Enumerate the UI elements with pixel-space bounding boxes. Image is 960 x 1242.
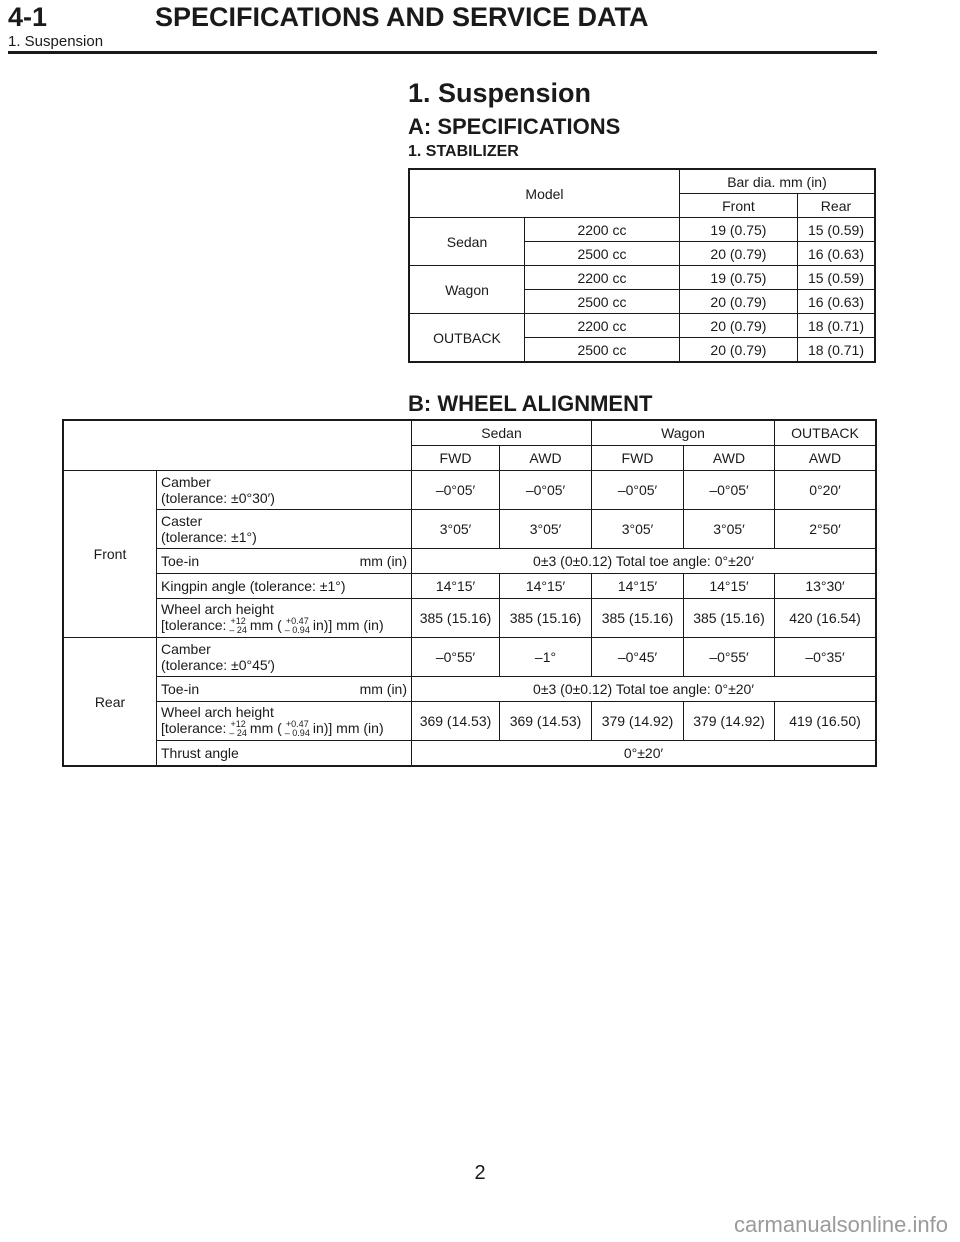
section-number: 4-1 [8,2,48,32]
front-kingpin-value: 14°15′ [412,574,500,599]
stabilizer-heading: 1. STABILIZER [408,143,519,160]
front-kingpin-value: 13°30′ [775,574,877,599]
front-camber-tolerance: (tolerance: ±0°30′) [161,490,275,506]
front-kingpin-value: 14°15′ [592,574,684,599]
engine-cell: 2200 cc [525,218,680,242]
engine-cell: 2500 cc [525,242,680,266]
front-kingpin-value: 14°15′ [684,574,775,599]
rear-arch-value: 369 (14.53) [500,702,592,741]
tolerance-plus: +12 [230,719,246,730]
rear-value: 18 (0.71) [797,314,875,338]
rear-value: 15 (0.59) [797,218,875,242]
front-camber-label [157,471,412,510]
rear-camber-value: –0°55′ [684,638,775,677]
header-title: SPECIFICATIONS AND SERVICE DATA [155,2,649,32]
engine-cell: 2200 cc [525,266,680,290]
front-group-label: Front [63,471,157,638]
corner-cell [63,420,412,471]
table-row [63,741,876,767]
rear-arch-value: 379 (14.92) [684,702,775,741]
front-kingpin-value: 14°15′ [500,574,592,599]
rear-arch-value: 379 (14.92) [592,702,684,741]
front-camber-value: 0°20′ [775,471,877,510]
front-camber-value: –0°05′ [500,471,592,510]
tolerance-minus: – 24 [229,728,247,739]
mm-tolerance [229,720,247,738]
watermark: carmanualsonline.info [733,1212,948,1237]
table-row [63,599,876,638]
specifications-heading: A: SPECIFICATIONS [408,114,621,139]
table-row [63,702,876,741]
table-row [63,574,876,599]
tolerance-mid: mm ( [249,719,282,736]
rear-toe-label [157,677,412,702]
rear-camber-value: –1° [500,638,592,677]
front-arch-value: 385 (15.16) [592,599,684,638]
engine-cell: 2500 cc [525,338,680,363]
front-arch-value: 385 (15.16) [684,599,775,638]
rear-toe-value: 0±3 (0±0.12) Total toe angle: 0°±20′ [412,677,877,702]
table-row [409,314,875,338]
front-arch-value: 385 (15.16) [412,599,500,638]
drive-header: AWD [775,446,877,471]
rear-camber-title: Camber [161,641,211,657]
front-toe-label [157,549,412,574]
tolerance-minus: – 24 [229,625,247,636]
drive-header: FWD [592,446,684,471]
front-toe-value: 0±3 (0±0.12) Total toe angle: 0°±20′ [412,549,877,574]
front-arch-tolerance [161,617,411,635]
header-subtitle: 1. Suspension [8,33,104,50]
tolerance-suffix: in)] mm (in) [312,719,384,736]
page-number: 2 [474,1162,486,1184]
main-heading: 1. Suspension [408,78,592,108]
front-value: 20 (0.79) [679,242,797,266]
front-caster-label [157,510,412,549]
rear-header: Rear [797,194,875,218]
rear-value: 15 (0.59) [797,266,875,290]
front-arch-label [157,599,412,638]
tolerance-plus: +0.47 [285,616,309,627]
engine-cell: 2500 cc [525,290,680,314]
stabilizer-table [408,168,876,363]
engine-cell: 2200 cc [525,314,680,338]
front-value: 19 (0.75) [679,266,797,290]
outback-header: OUTBACK [775,420,877,446]
rear-toe-unit: mm (in) [359,681,407,697]
front-camber-title: Camber [161,474,211,490]
front-camber-value: –0°05′ [684,471,775,510]
rear-camber-tolerance: (tolerance: ±0°45′) [161,657,275,673]
model-cell: Sedan [409,218,525,266]
rear-arch-tolerance [161,720,411,738]
bar-dia-header: Bar dia. mm (in) [679,169,875,194]
table-row [409,218,875,242]
rear-group-label: Rear [63,638,157,767]
table-row [63,638,876,677]
front-arch-value: 385 (15.16) [500,599,592,638]
front-caster-value: 3°05′ [500,510,592,549]
front-caster-value: 2°50′ [775,510,877,549]
front-value: 20 (0.79) [679,314,797,338]
rear-arch-title: Wheel arch height [161,703,274,720]
thrust-angle-value: 0°±20′ [412,741,877,767]
table-row [63,549,876,574]
rear-value: 16 (0.63) [797,290,875,314]
front-camber-value: –0°05′ [592,471,684,510]
table-row [409,266,875,290]
table-row [63,677,876,702]
in-tolerance [285,617,310,635]
wheel-alignment-heading: B: WHEEL ALIGNMENT [408,391,653,416]
tolerance-prefix: [tolerance: [161,719,227,736]
thrust-angle-label: Thrust angle [157,741,412,767]
rear-value: 18 (0.71) [797,338,875,363]
front-value: 20 (0.79) [679,338,797,363]
front-caster-tolerance: (tolerance: ±1°) [161,529,257,545]
wheel-alignment-table [62,419,877,767]
drive-header: AWD [684,446,775,471]
tolerance-mid: mm ( [249,616,282,633]
front-value: 19 (0.75) [679,218,797,242]
model-cell: OUTBACK [409,314,525,363]
front-header: Front [679,194,797,218]
drive-header: AWD [500,446,592,471]
mm-tolerance [229,617,247,635]
front-kingpin-label: Kingpin angle (tolerance: ±1°) [157,574,412,599]
tolerance-prefix: [tolerance: [161,616,227,633]
rear-camber-value: –0°35′ [775,638,877,677]
table-row [63,471,876,510]
rear-camber-label [157,638,412,677]
sedan-header: Sedan [412,420,592,446]
rear-value: 16 (0.63) [797,242,875,266]
front-toe-title: Toe-in [161,553,200,569]
rear-arch-value: 369 (14.53) [412,702,500,741]
header-rule [8,51,877,54]
tolerance-minus: – 0.94 [284,728,310,739]
tolerance-minus: – 0.94 [284,625,310,636]
front-arch-value: 420 (16.54) [775,599,877,638]
table-row [63,510,876,549]
rear-arch-value: 419 (16.50) [775,702,877,741]
rear-arch-label [157,702,412,741]
front-caster-value: 3°05′ [412,510,500,549]
front-caster-value: 3°05′ [592,510,684,549]
in-tolerance [285,720,310,738]
front-value: 20 (0.79) [679,290,797,314]
rear-camber-value: –0°55′ [412,638,500,677]
front-caster-title: Caster [161,513,203,529]
tolerance-plus: +0.47 [285,719,309,730]
model-header: Model [409,169,679,218]
front-caster-value: 3°05′ [684,510,775,549]
model-cell: Wagon [409,266,525,314]
wagon-header: Wagon [592,420,775,446]
tolerance-plus: +12 [230,616,246,627]
front-camber-value: –0°05′ [412,471,500,510]
rear-camber-value: –0°45′ [592,638,684,677]
front-arch-title: Wheel arch height [161,600,274,617]
tolerance-suffix: in)] mm (in) [312,616,384,633]
rear-toe-title: Toe-in [161,681,200,697]
front-toe-unit: mm (in) [359,553,407,569]
drive-header: FWD [412,446,500,471]
